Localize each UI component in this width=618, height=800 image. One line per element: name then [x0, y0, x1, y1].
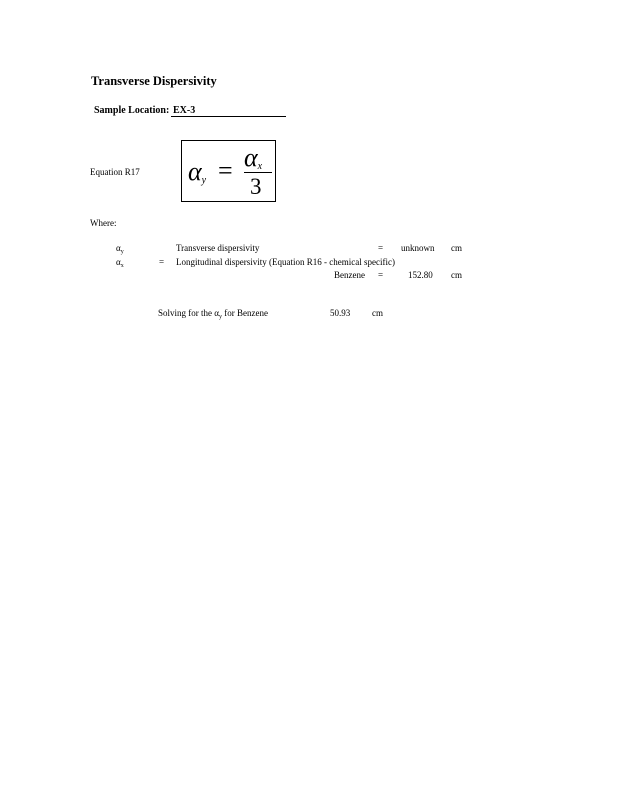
result-statement: Solving for the $\alpha_y$ for Benzene — [158, 308, 268, 320]
symbol-alpha-y: $\alpha_y$ — [116, 243, 124, 255]
unit-label: cm — [451, 243, 462, 253]
page-title: Transverse Dispersivity — [91, 74, 217, 88]
chemical-name: Benzene — [334, 270, 365, 280]
sample-location-underline — [171, 116, 286, 117]
definition-longitudinal: Longitudinal dispersivity (Equation R16 - chemical specific) — [176, 257, 395, 267]
symbol-alpha-x: $\alpha_x$ — [116, 257, 124, 269]
unit-label: cm — [451, 270, 462, 280]
sample-location-value: EX-3 — [173, 105, 196, 116]
equals-sign: = — [159, 257, 165, 267]
equation-label: Equation R17 — [90, 167, 140, 177]
equation-denominator: 3 — [250, 174, 262, 199]
equation-lhs: αy — [188, 157, 207, 186]
equals-sign: = — [378, 243, 384, 253]
fraction-bar — [244, 172, 272, 173]
definition-transverse: Transverse dispersivity — [176, 243, 260, 253]
value-longitudinal: 152.80 — [408, 270, 433, 280]
result-value: 50.93 — [330, 308, 351, 318]
value-unknown: unknown — [401, 243, 435, 253]
where-label: Where: — [90, 218, 117, 228]
equals-sign: = — [378, 270, 384, 280]
result-unit: cm — [372, 308, 383, 318]
equation-numerator: αx — [244, 143, 263, 172]
equation-equals: = — [218, 156, 233, 185]
sample-location-label: Sample Location: — [94, 105, 170, 116]
equation-box — [181, 140, 276, 202]
